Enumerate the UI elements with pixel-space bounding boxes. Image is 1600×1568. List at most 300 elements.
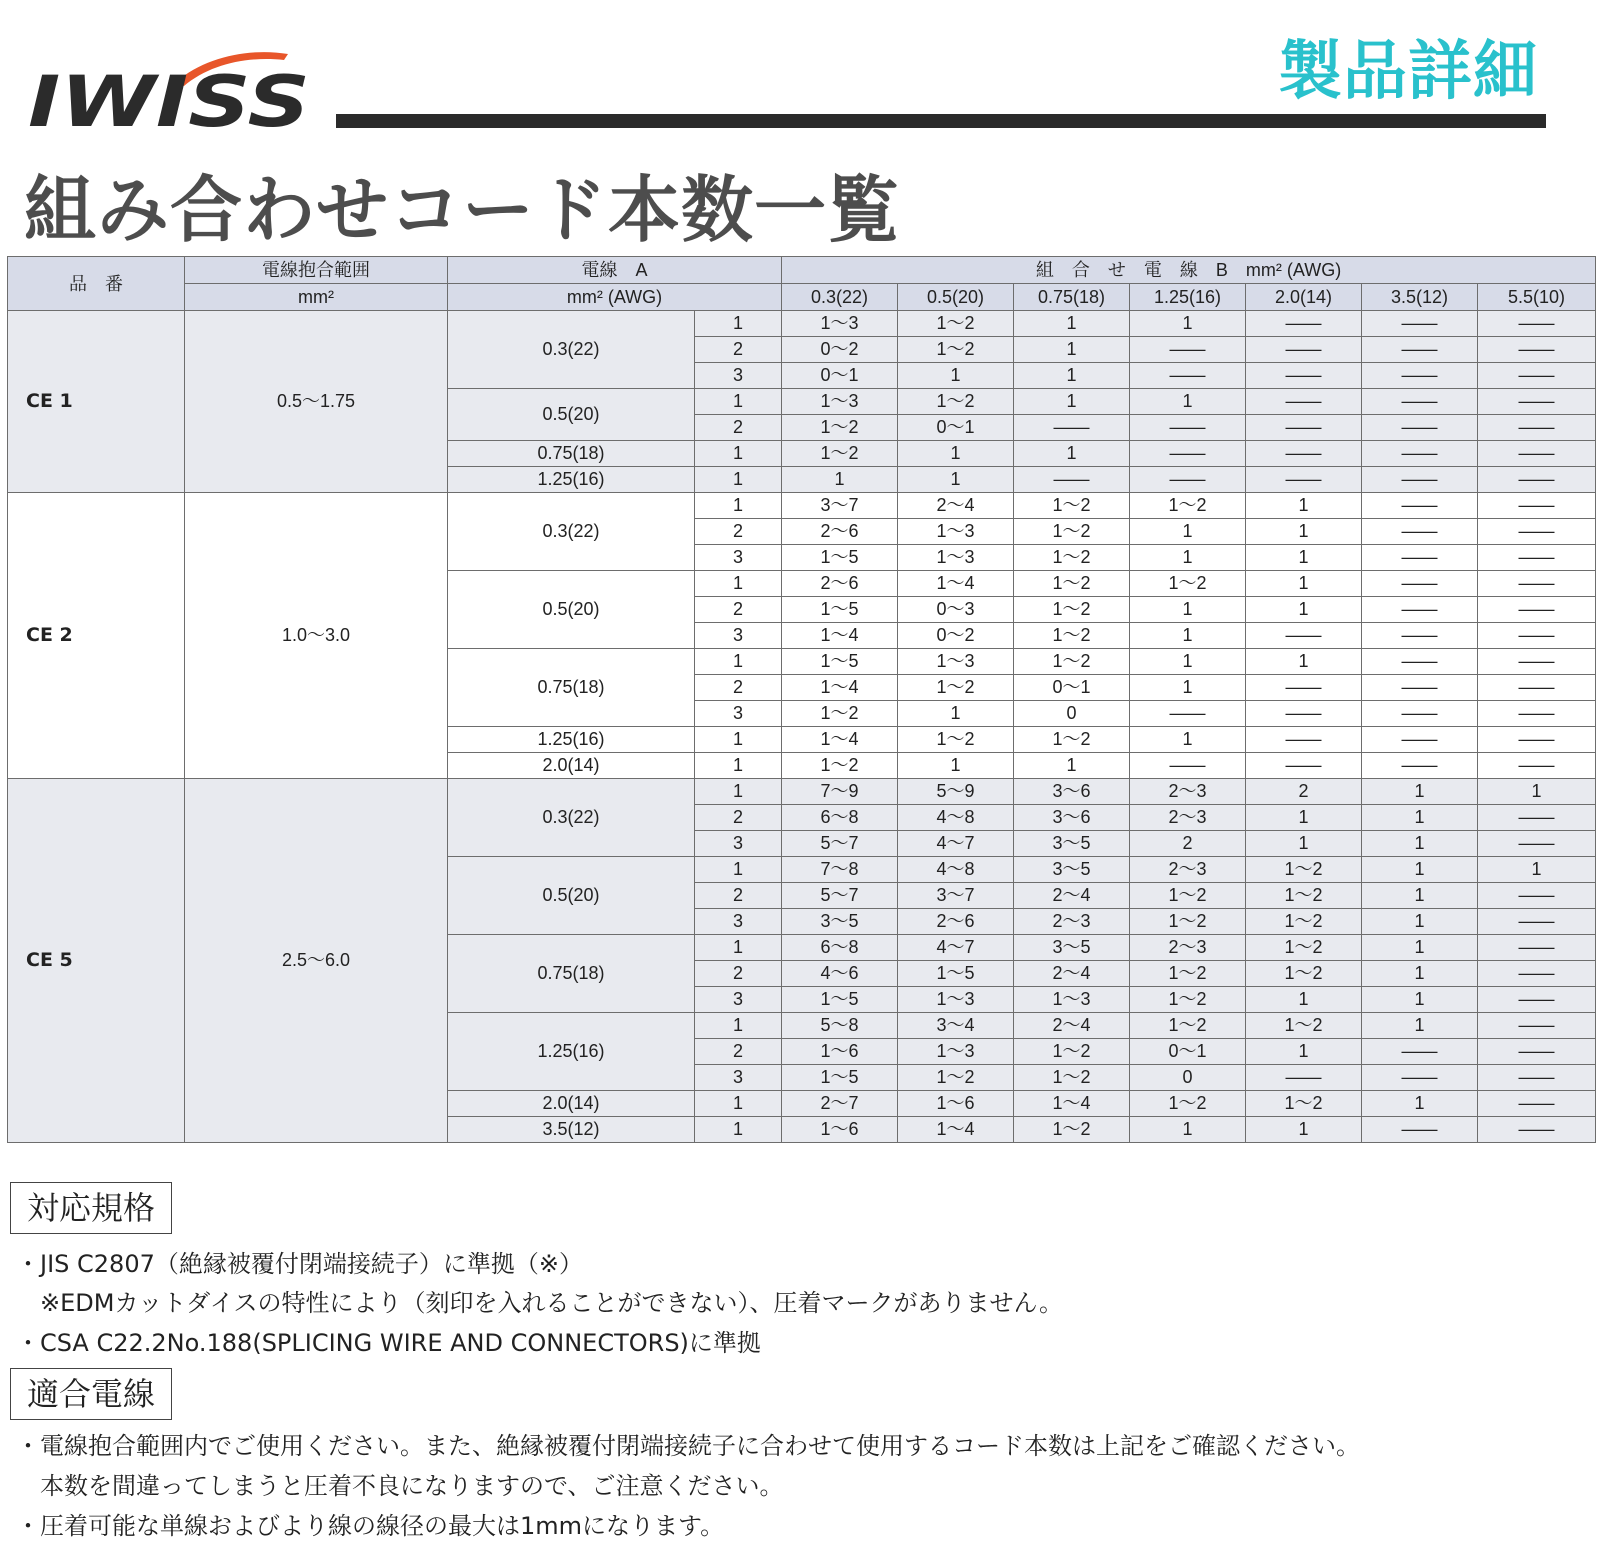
combo-cell: 1〜2 <box>1130 1091 1246 1117</box>
combo-cell: 1 <box>1246 571 1362 597</box>
combo-cell: —— <box>1478 1065 1596 1091</box>
table-row <box>8 779 1596 805</box>
combo-cell: 1 <box>1362 935 1478 961</box>
wire-a-count: 2 <box>695 1039 782 1065</box>
combo-cell: —— <box>1130 467 1246 493</box>
wire-a-count: 3 <box>695 909 782 935</box>
combo-cell: 2〜4 <box>1014 961 1130 987</box>
wire-a-count: 3 <box>695 701 782 727</box>
combo-cell: 1〜2 <box>1246 961 1362 987</box>
combo-cell: 1〜2 <box>898 337 1014 363</box>
combo-cell: —— <box>1130 441 1246 467</box>
combo-cell: 1 <box>1246 649 1362 675</box>
combo-cell: 1 <box>898 753 1014 779</box>
combo-cell: 3〜6 <box>1014 805 1130 831</box>
combo-cell: 1 <box>898 701 1014 727</box>
combo-cell: 5〜9 <box>898 779 1014 805</box>
combo-cell: 5〜8 <box>782 1013 898 1039</box>
combination-table-wrapper <box>7 256 1595 1143</box>
combo-cell: —— <box>1246 727 1362 753</box>
combo-cell: —— <box>1478 987 1596 1013</box>
crimp-range: 0.5〜1.75 <box>185 311 448 493</box>
wire-a-count: 1 <box>695 311 782 337</box>
product-detail-badge: 製品詳細 <box>1278 35 1538 109</box>
wire-a-count: 3 <box>695 1065 782 1091</box>
combo-cell: —— <box>1478 805 1596 831</box>
combo-cell: —— <box>1246 389 1362 415</box>
combo-cell: 1〜4 <box>782 675 898 701</box>
wire-a-count: 1 <box>695 1117 782 1143</box>
combo-cell: 7〜9 <box>782 779 898 805</box>
combo-cell: 1〜2 <box>1130 987 1246 1013</box>
wire-a-size: 0.75(18) <box>448 649 695 727</box>
wire-a-count: 1 <box>695 1013 782 1039</box>
combo-cell: 2〜6 <box>782 571 898 597</box>
combo-cell: 1〜2 <box>1014 571 1130 597</box>
combo-cell: 1 <box>1014 311 1130 337</box>
combo-cell: —— <box>1478 389 1596 415</box>
combo-cell: 2〜3 <box>1130 857 1246 883</box>
combo-cell: —— <box>1478 623 1596 649</box>
wire-a-count: 1 <box>695 649 782 675</box>
combo-cell: —— <box>1246 363 1362 389</box>
combo-cell: 4〜8 <box>898 857 1014 883</box>
combo-cell: —— <box>1362 519 1478 545</box>
combo-cell: 1〜4 <box>782 727 898 753</box>
wire-a-count: 3 <box>695 363 782 389</box>
combo-cell: 1〜3 <box>782 389 898 415</box>
combo-cell: —— <box>1246 415 1362 441</box>
combo-cell: —— <box>1478 1117 1596 1143</box>
combo-cell: 1 <box>1246 1039 1362 1065</box>
header-product: 品 番 <box>8 257 185 311</box>
combo-cell: 6〜8 <box>782 935 898 961</box>
combo-cell: 1 <box>1246 1117 1362 1143</box>
wire-a-size: 1.25(16) <box>448 1013 695 1091</box>
wire-a-count: 1 <box>695 727 782 753</box>
table-row <box>8 493 1596 519</box>
crimp-range: 2.5〜6.0 <box>185 779 448 1143</box>
combo-cell: —— <box>1478 753 1596 779</box>
combo-cell: 0〜1 <box>898 415 1014 441</box>
combo-cell: 0 <box>1014 701 1130 727</box>
wire-a-count: 3 <box>695 623 782 649</box>
wire-a-count: 3 <box>695 987 782 1013</box>
combo-cell: 1〜2 <box>1246 883 1362 909</box>
combo-cell: 1 <box>1246 493 1362 519</box>
wire-a-count: 3 <box>695 831 782 857</box>
combo-cell: 1〜2 <box>898 311 1014 337</box>
combo-cell: —— <box>1478 649 1596 675</box>
combo-cell: 1〜2 <box>782 753 898 779</box>
combo-cell: —— <box>1362 649 1478 675</box>
wire-a-size: 1.25(16) <box>448 727 695 753</box>
combo-cell: 1〜2 <box>1014 623 1130 649</box>
standards-label: 対応規格 <box>10 1182 172 1234</box>
combo-cell: 1〜2 <box>1014 545 1130 571</box>
combo-cell: 1〜3 <box>898 987 1014 1013</box>
combo-cell: —— <box>1362 1065 1478 1091</box>
combo-cell: 3〜7 <box>782 493 898 519</box>
combo-cell: 1〜2 <box>782 701 898 727</box>
combo-cell: 1 <box>1130 1117 1246 1143</box>
combo-cell: 1 <box>1014 337 1130 363</box>
combo-cell: 2〜3 <box>1130 935 1246 961</box>
wires-label: 適合電線 <box>10 1368 172 1420</box>
combo-cell: 1〜3 <box>898 519 1014 545</box>
header-combo: 組 合 せ 電 線 B mm² (AWG) <box>782 257 1596 284</box>
combo-cell: 1 <box>1246 519 1362 545</box>
table-body <box>8 311 1596 1143</box>
wire-a-count: 2 <box>695 337 782 363</box>
combo-cell: 0〜1 <box>1130 1039 1246 1065</box>
combo-cell: 1〜3 <box>898 545 1014 571</box>
table-row <box>8 311 1596 337</box>
combo-cell: —— <box>1478 519 1596 545</box>
combo-cell: —— <box>1362 337 1478 363</box>
combo-cell: —— <box>1478 415 1596 441</box>
combo-cell: —— <box>1362 415 1478 441</box>
combo-cell: 2〜4 <box>1014 883 1130 909</box>
combo-cell: —— <box>1362 467 1478 493</box>
header-wire-a-unit: mm² (AWG) <box>448 284 782 311</box>
combo-cell: 1 <box>1362 909 1478 935</box>
wire-a-count: 1 <box>695 753 782 779</box>
combo-cell: —— <box>1362 727 1478 753</box>
combo-cell: 1 <box>1246 987 1362 1013</box>
wire-a-size: 2.0(14) <box>448 1091 695 1117</box>
combo-cell: —— <box>1362 389 1478 415</box>
combo-cell: —— <box>1130 363 1246 389</box>
wire-a-count: 1 <box>695 571 782 597</box>
combo-cell: —— <box>1246 311 1362 337</box>
wire-a-count: 2 <box>695 675 782 701</box>
combo-cell: 1 <box>1362 1091 1478 1117</box>
combo-cell: —— <box>1362 441 1478 467</box>
combo-cell: 1〜4 <box>782 623 898 649</box>
combo-cell: —— <box>1362 597 1478 623</box>
combo-cell: 1 <box>1014 389 1130 415</box>
combo-cell: 1 <box>1130 649 1246 675</box>
combo-cell: 1〜2 <box>1130 883 1246 909</box>
combo-cell: —— <box>1130 337 1246 363</box>
combo-cell: 1〜4 <box>898 571 1014 597</box>
header-range-unit: mm² <box>185 284 448 311</box>
header-size-3: 1.25(16) <box>1130 284 1246 311</box>
combo-cell: 5〜7 <box>782 883 898 909</box>
combo-cell: 1 <box>1014 363 1130 389</box>
wire-a-count: 2 <box>695 805 782 831</box>
combo-cell: —— <box>1478 571 1596 597</box>
combo-cell: 1〜2 <box>1130 571 1246 597</box>
combo-cell: 1 <box>1478 857 1596 883</box>
wire-a-count: 1 <box>695 441 782 467</box>
combo-cell: 1〜2 <box>898 727 1014 753</box>
combo-cell: 1〜2 <box>782 415 898 441</box>
combo-cell: 1〜2 <box>1130 493 1246 519</box>
combination-table <box>7 256 1596 1143</box>
combo-cell: 7〜8 <box>782 857 898 883</box>
combo-cell: —— <box>1478 1039 1596 1065</box>
combo-cell: —— <box>1246 441 1362 467</box>
combo-cell: 1〜2 <box>1246 1091 1362 1117</box>
combo-cell: 2〜6 <box>782 519 898 545</box>
combo-cell: —— <box>1478 441 1596 467</box>
combo-cell: —— <box>1246 675 1362 701</box>
combo-cell: 3〜6 <box>1014 779 1130 805</box>
wire-a-count: 1 <box>695 493 782 519</box>
combo-cell: 1 <box>1014 441 1130 467</box>
wire-a-count: 2 <box>695 883 782 909</box>
wire-a-count: 1 <box>695 935 782 961</box>
header-size-0: 0.3(22) <box>782 284 898 311</box>
header-size-6: 5.5(10) <box>1478 284 1596 311</box>
combo-cell: 1〜5 <box>782 987 898 1013</box>
header-size-1: 0.5(20) <box>898 284 1014 311</box>
combo-cell: 2〜4 <box>1014 1013 1130 1039</box>
combo-cell: —— <box>1478 311 1596 337</box>
wire-a-count: 1 <box>695 779 782 805</box>
combo-cell: 1 <box>1014 753 1130 779</box>
combo-cell: 3〜7 <box>898 883 1014 909</box>
combo-cell: 1〜2 <box>1014 597 1130 623</box>
wire-a-size: 0.5(20) <box>448 857 695 935</box>
combo-cell: 1 <box>1362 987 1478 1013</box>
combo-cell: 1〜2 <box>898 675 1014 701</box>
product-code: CE 1 <box>8 311 185 493</box>
combo-cell: 1〜2 <box>1246 857 1362 883</box>
combo-cell: —— <box>1478 467 1596 493</box>
combo-cell: —— <box>1478 493 1596 519</box>
combo-cell: —— <box>1362 675 1478 701</box>
combo-cell: 2〜7 <box>782 1091 898 1117</box>
combo-cell: 1〜2 <box>898 389 1014 415</box>
combo-cell: 1 <box>782 467 898 493</box>
combo-cell: —— <box>1362 311 1478 337</box>
combo-cell: —— <box>1362 753 1478 779</box>
combo-cell: 1〜6 <box>782 1117 898 1143</box>
logo-text: IWISS <box>28 61 310 132</box>
combo-cell: 1〜5 <box>782 649 898 675</box>
wire-a-count: 1 <box>695 467 782 493</box>
combo-cell: 1〜2 <box>1014 1039 1130 1065</box>
combo-cell: —— <box>1246 467 1362 493</box>
standards-line-3: ・CSA C22.2No.188(SPLICING WIRE AND CONNECTORS)に準拠 <box>16 1329 761 1357</box>
header-rule <box>336 114 1546 128</box>
combo-cell: 1 <box>898 467 1014 493</box>
combo-cell: 1 <box>1130 727 1246 753</box>
combo-cell: 1 <box>898 363 1014 389</box>
combo-cell: —— <box>1478 701 1596 727</box>
combo-cell: 1〜2 <box>782 441 898 467</box>
combo-cell: 0〜2 <box>782 337 898 363</box>
combo-cell: —— <box>1362 545 1478 571</box>
combo-cell: 1 <box>1246 831 1362 857</box>
combo-cell: —— <box>1130 701 1246 727</box>
combo-cell: —— <box>1362 571 1478 597</box>
combo-cell: 1 <box>1362 883 1478 909</box>
combo-cell: —— <box>1130 753 1246 779</box>
combo-cell: —— <box>1478 1091 1596 1117</box>
combo-cell: —— <box>1478 337 1596 363</box>
combo-cell: 1〜6 <box>782 1039 898 1065</box>
combo-cell: 3〜4 <box>898 1013 1014 1039</box>
combo-cell: 1 <box>1130 623 1246 649</box>
combo-cell: —— <box>1362 701 1478 727</box>
combo-cell: —— <box>1478 363 1596 389</box>
combo-cell: 6〜8 <box>782 805 898 831</box>
combo-cell: 1〜5 <box>782 545 898 571</box>
combo-cell: 1 <box>1362 1013 1478 1039</box>
combo-cell: 1〜5 <box>898 961 1014 987</box>
combo-cell: 1〜2 <box>1014 1065 1130 1091</box>
combo-cell: 0〜1 <box>782 363 898 389</box>
combo-cell: 2〜4 <box>898 493 1014 519</box>
combo-cell: 0〜3 <box>898 597 1014 623</box>
combo-cell: 4〜6 <box>782 961 898 987</box>
combo-cell: —— <box>1246 1065 1362 1091</box>
combo-cell: 1〜2 <box>1130 909 1246 935</box>
combo-cell: 3〜5 <box>1014 935 1130 961</box>
combo-cell: —— <box>1014 467 1130 493</box>
combo-cell: 0〜1 <box>1014 675 1130 701</box>
header-size-4: 2.0(14) <box>1246 284 1362 311</box>
combo-cell: 1〜4 <box>898 1117 1014 1143</box>
combo-cell: 1 <box>1130 519 1246 545</box>
combo-cell: 3〜5 <box>782 909 898 935</box>
combo-cell: 1〜2 <box>1014 1117 1130 1143</box>
combo-cell: 1 <box>1362 857 1478 883</box>
combo-cell: —— <box>1362 623 1478 649</box>
wires-line-2: 本数を間違ってしまうと圧着不良になりますので、ご注意ください。 <box>16 1472 784 1500</box>
wire-a-size: 0.3(22) <box>448 311 695 389</box>
combo-cell: 1〜2 <box>1246 909 1362 935</box>
wire-a-size: 0.3(22) <box>448 779 695 857</box>
combo-cell: 0〜2 <box>898 623 1014 649</box>
combo-cell: 1〜5 <box>782 1065 898 1091</box>
combo-cell: 4〜7 <box>898 935 1014 961</box>
combo-cell: 1 <box>1362 779 1478 805</box>
combo-cell: —— <box>1478 935 1596 961</box>
combo-cell: 1 <box>1362 805 1478 831</box>
wire-a-size: 1.25(16) <box>448 467 695 493</box>
combo-cell: —— <box>1362 363 1478 389</box>
wire-a-count: 2 <box>695 415 782 441</box>
combo-cell: 5〜7 <box>782 831 898 857</box>
combo-cell: 1〜2 <box>1246 1013 1362 1039</box>
combo-cell: —— <box>1362 493 1478 519</box>
combo-cell: 1〜3 <box>898 1039 1014 1065</box>
combo-cell: —— <box>1478 1013 1596 1039</box>
page-title: 組み合わせコード本数一覧 <box>24 168 901 252</box>
wire-a-count: 2 <box>695 961 782 987</box>
combo-cell: —— <box>1478 831 1596 857</box>
combo-cell: —— <box>1246 753 1362 779</box>
combo-cell: 1 <box>1362 961 1478 987</box>
combo-cell: 1〜2 <box>1130 961 1246 987</box>
combo-cell: 1〜4 <box>1014 1091 1130 1117</box>
combo-cell: 3〜5 <box>1014 857 1130 883</box>
combo-cell: —— <box>1478 883 1596 909</box>
combo-cell: 1〜2 <box>1130 1013 1246 1039</box>
standards-line-1: ・JIS C2807（絶縁被覆付閉端接続子）に準拠（※） <box>16 1250 583 1278</box>
combo-cell: 0 <box>1130 1065 1246 1091</box>
combo-cell: 2 <box>1246 779 1362 805</box>
combo-cell: —— <box>1478 961 1596 987</box>
combo-cell: 1〜5 <box>782 597 898 623</box>
combo-cell: 1〜2 <box>1246 935 1362 961</box>
combo-cell: 1 <box>1130 389 1246 415</box>
combo-cell: —— <box>1246 337 1362 363</box>
combo-cell: —— <box>1478 597 1596 623</box>
wire-a-count: 2 <box>695 519 782 545</box>
wire-a-size: 0.5(20) <box>448 571 695 649</box>
combo-cell: 1 <box>1478 779 1596 805</box>
combo-cell: 1 <box>1130 675 1246 701</box>
combo-cell: 1 <box>1362 831 1478 857</box>
wires-line-1: ・電線抱合範囲内でご使用ください。また、絶縁被覆付閉端接続子に合わせて使用するコード本数は上記をご確認ください。 <box>16 1432 1360 1460</box>
combo-cell: —— <box>1246 623 1362 649</box>
combo-cell: 1〜6 <box>898 1091 1014 1117</box>
combo-cell: 2〜3 <box>1130 779 1246 805</box>
combo-cell: 2 <box>1130 831 1246 857</box>
combo-cell: —— <box>1362 1117 1478 1143</box>
combo-cell: 1〜2 <box>1014 727 1130 753</box>
header-wire-a: 電線 A <box>448 257 782 284</box>
wire-a-size: 0.5(20) <box>448 389 695 441</box>
combo-cell: 1 <box>1130 597 1246 623</box>
combo-cell: 1〜2 <box>1014 519 1130 545</box>
product-code: CE 2 <box>8 493 185 779</box>
combo-cell: 1 <box>1246 545 1362 571</box>
combo-cell: 1〜3 <box>1014 987 1130 1013</box>
combo-cell: —— <box>1246 701 1362 727</box>
combo-cell: —— <box>1362 1039 1478 1065</box>
combo-cell: 1〜2 <box>1014 649 1130 675</box>
wire-a-count: 1 <box>695 1091 782 1117</box>
wire-a-size: 0.75(18) <box>448 441 695 467</box>
table-header <box>8 257 1596 311</box>
iwiss-logo <box>26 48 316 132</box>
combo-cell: 1〜3 <box>782 311 898 337</box>
combo-cell: 1 <box>1246 805 1362 831</box>
combo-cell: 1〜2 <box>898 1065 1014 1091</box>
header-size-5: 3.5(12) <box>1362 284 1478 311</box>
combo-cell: —— <box>1478 545 1596 571</box>
combo-cell: —— <box>1478 909 1596 935</box>
combo-cell: —— <box>1130 415 1246 441</box>
wire-a-size: 2.0(14) <box>448 753 695 779</box>
standards-line-2: ※EDMカットダイスの特性により（刻印を入れることができない）、圧着マークがありません。 <box>16 1289 1063 1317</box>
wires-line-3: ・圧着可能な単線およびより線の線径の最大は1mmになります。 <box>16 1512 725 1540</box>
wire-a-size: 0.3(22) <box>448 493 695 571</box>
combo-cell: 1 <box>1130 311 1246 337</box>
wire-a-count: 2 <box>695 597 782 623</box>
combo-cell: 2〜3 <box>1130 805 1246 831</box>
wire-a-count: 1 <box>695 857 782 883</box>
combo-cell: 1〜2 <box>1014 493 1130 519</box>
combo-cell: 1 <box>898 441 1014 467</box>
header-range: 電線抱合範囲 <box>185 257 448 284</box>
combo-cell: 2〜3 <box>1014 909 1130 935</box>
wire-a-size: 3.5(12) <box>448 1117 695 1143</box>
header-size-2: 0.75(18) <box>1014 284 1130 311</box>
combo-cell: 4〜8 <box>898 805 1014 831</box>
combo-cell: 3〜5 <box>1014 831 1130 857</box>
combo-cell: —— <box>1478 727 1596 753</box>
combo-cell: —— <box>1014 415 1130 441</box>
wire-a-count: 3 <box>695 545 782 571</box>
